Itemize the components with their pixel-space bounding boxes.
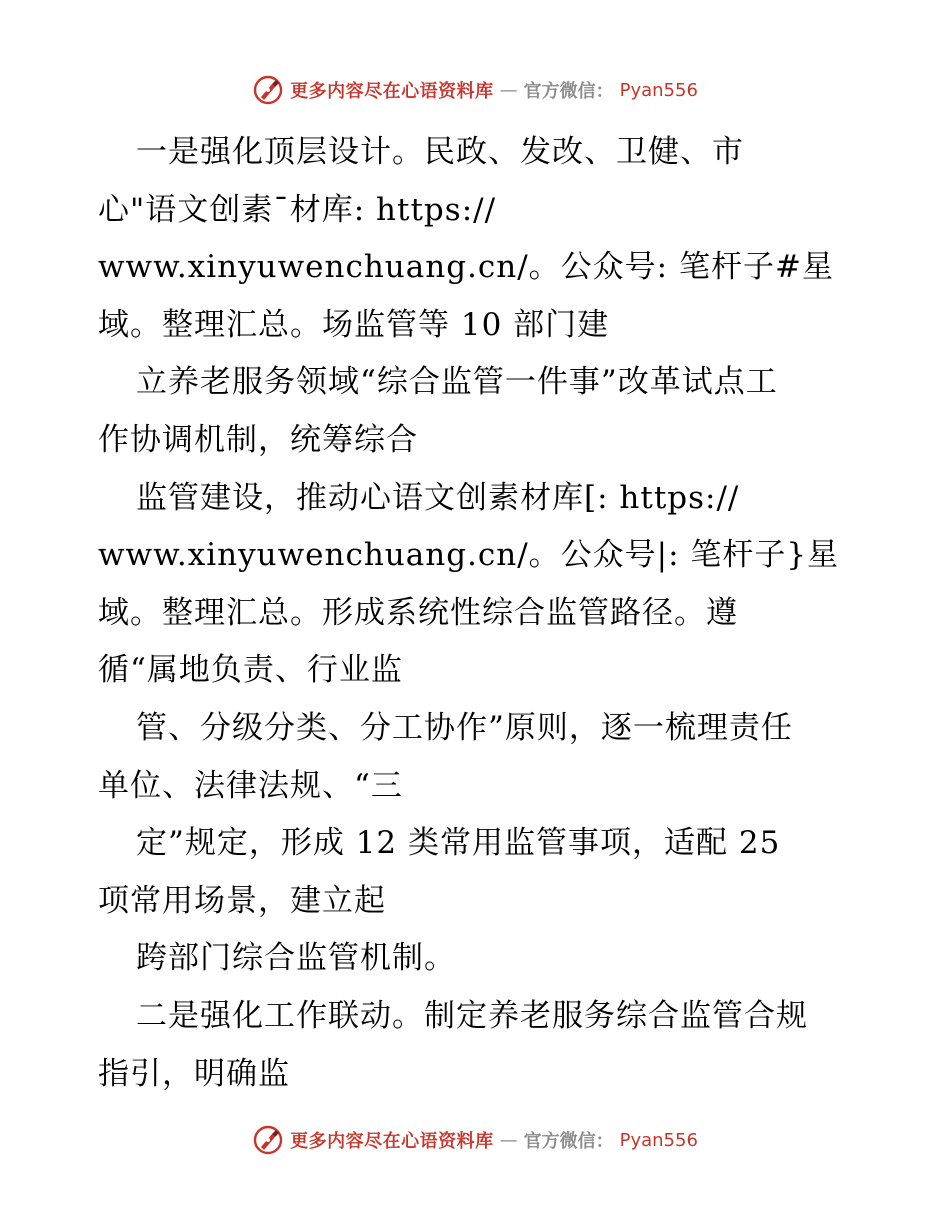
text-line: 单位、法律法规、“三 xyxy=(98,767,403,804)
header-banner-dash: — xyxy=(499,79,518,101)
header-banner-contact-id: Pyan556 xyxy=(619,79,698,101)
text-line: 管、分级分类、分工协作”原则，逐一梳理责任 xyxy=(136,709,793,746)
text-line: 域。整理汇总。场监管等 10 部门建 xyxy=(98,306,610,343)
text-line: 二是强化工作联动。制定养老服务综合监管合规 xyxy=(136,997,808,1034)
pen-circle-logo-icon xyxy=(252,1124,284,1156)
header-banner xyxy=(0,70,950,110)
footer-banner-dash: — xyxy=(499,1129,518,1151)
text-line: 跨部门综合监管机制。 xyxy=(136,940,456,977)
footer-banner-inner xyxy=(252,1124,698,1156)
text-line: 定”规定，形成 12 类常用监管事项，适配 25 xyxy=(136,825,781,862)
text-line: 监管建设，推动心语文创素材库[: https:// xyxy=(136,479,740,516)
text-line: www.xinyuwenchuang.cn/。公众号|: 笔杆子}星 xyxy=(98,537,840,574)
text-line: www.xinyuwenchuang.cn/。公众号: 笔杆子#星 xyxy=(98,249,834,286)
text-line: 作协调机制，统筹综合 xyxy=(98,421,418,458)
text-line: 指引，明确监 xyxy=(98,1055,290,1092)
footer-banner-contact-label: 官方微信： xyxy=(523,1131,614,1152)
text-line: 心"语文创素¯材库: https:// xyxy=(98,191,497,228)
text-line: 一是强化顶层设计。民政、发改、卫健、市 xyxy=(136,134,744,170)
document-body xyxy=(98,124,898,1103)
header-banner-contact-label: 官方微信： xyxy=(523,81,614,102)
footer-banner-contact-id: Pyan556 xyxy=(619,1129,698,1151)
pen-circle-logo-icon xyxy=(252,74,284,106)
footer-banner xyxy=(0,1120,950,1160)
text-line: 域。整理汇总。形成系统性综合监管路径。遵 xyxy=(98,594,738,631)
header-banner-inner xyxy=(252,74,698,106)
text-line: 立养老服务领域“综合监管一件事”改革试点工 xyxy=(136,364,778,401)
text-line: 项常用场景，建立起 xyxy=(98,882,386,919)
header-banner-title: 更多内容尽在心语资料库 xyxy=(290,81,494,102)
text-line: 循“属地负责、行业监 xyxy=(98,652,403,689)
footer-banner-title: 更多内容尽在心语资料库 xyxy=(290,1131,494,1152)
